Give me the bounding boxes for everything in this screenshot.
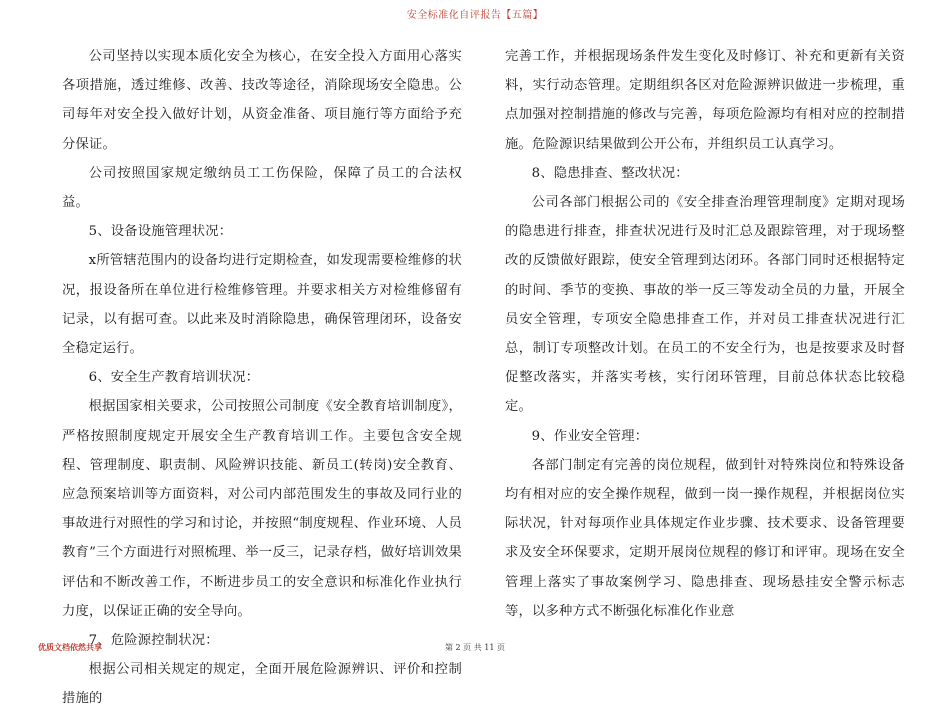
paragraph: 根据国家相关要求，公司按照公司制度《安全教育培训制度》，严格按照制度规定开展安全生产教育培训工作。主要包含安全规程、管理制度、职责制、风险辨识技能、新员工(转岗)安全教育、应急预案培训等方面资料，对公司内部范围发生的事故及同行业的事故进行对照性的学习和讨论，并按照“制度规程、作业环境、人员教育”三个方面进行对照梳理、举一反三，记录存档，做好培训效果评估和不断改善工作，不断进步员工的安全意识和标准化作业执行力度，以保证正确的安全导向。	[62, 399, 462, 619]
page-number: 第 2 页 共 11 页	[445, 643, 505, 652]
section-heading: 8、隐患排查、整改状况：	[531, 165, 689, 181]
section-heading: 7、危险源控制状况：	[88, 633, 219, 649]
section-heading: 6、安全生产教育培训状况：	[88, 370, 260, 386]
paragraph: x所管辖范围内的设备均进行定期检查，如发现需要检维修的状况，报设备所在单位进行检维修管理。并要求相关方对检维修留有记录，以有据可查。以此来及时消除隐患，确保管理闭环，设备安全稳定运行。	[62, 253, 462, 357]
paragraph: 公司各部门根据公司的《安全排查治理管理制度》定期对现场的隐患进行排查，排查状况进行及时汇总及跟踪管理，对于现场整改的反馈做好跟踪，使安全管理到达闭环。各部门同时还根据特定的时间、季节的变换、事故的举一反三等发动全员的力量，开展全员安全管理，专项安全隐患排查工作，并对员工排查状况进行汇总，制订专项整改计划。在员工的不安全行为，也是按要求及时督促整改落实，并落实考核，实行闭环管理，目前总体状态比较稳定。	[505, 195, 905, 415]
right-column	[505, 42, 905, 626]
section-heading: 9、作业安全管理：	[531, 428, 649, 444]
section-heading: 5、设备设施管理状况：	[88, 224, 233, 240]
paragraph: 公司坚持以实现本质化安全为核心，在安全投入方面用心落实各项措施，透过维修、改善、技改等途径，消除现场安全隐患。公司每年对安全投入做好计划，从资金准备、项目施行等方面给予充分保证。	[62, 49, 462, 152]
document-header: 安全标准化自评报告【五篇】	[406, 10, 544, 21]
paragraph: 完善工作，并根据现场条件发生变化及时修订、补充和更新有关资料，实行动态管理。定期组织各区对危险源辨识做进一步梳理，重点加强对控制措施的修改与完善，每项危险源均有相对应的控制措施。危险源识结果做到公开公布，并组织员工认真学习。	[505, 49, 905, 152]
paragraph: 各部门制定有完善的岗位规程，做到针对特殊岗位和特殊设备均有相对应的安全操作规程，做到一岗一操作规程，并根据岗位实际状况，针对每项作业具体规定作业步骤、技术要求、设备管理要求及安全环保要求，定期开展岗位规程的修订和评审。现场在安全管理上落实了事故案例学习、隐患排查、现场悬挂安全警示标志等，以多种方式不断强化标准化作业意	[505, 457, 905, 619]
paragraph: 公司按照国家规定缴纳员工工伤保险，保障了员工的合法权益。	[62, 165, 462, 211]
left-column	[62, 42, 462, 714]
footer-note: 优质文档依然共享	[38, 642, 102, 652]
paragraph: 根据公司相关规定的规定，全面开展危险源辨识、评价和控制措施的	[62, 662, 462, 707]
